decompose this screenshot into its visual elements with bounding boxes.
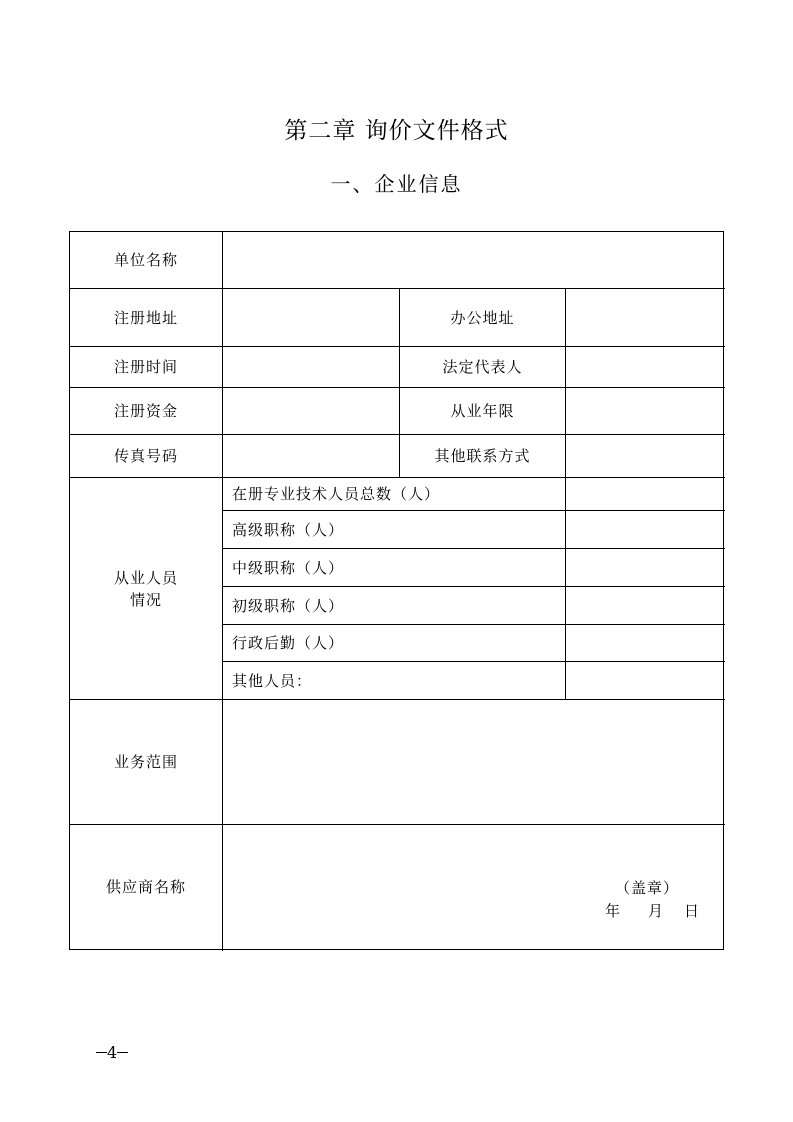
enterprise-info-form <box>69 231 724 950</box>
page-number <box>96 1043 128 1062</box>
office-address-field[interactable] <box>566 289 725 346</box>
fax-label: 传真号码 <box>113 447 178 465</box>
staff-row-field[interactable] <box>566 625 725 661</box>
unit-name-field[interactable] <box>223 232 725 288</box>
reg-address-label: 注册地址 <box>113 308 178 327</box>
staff-row-field[interactable] <box>566 511 725 548</box>
staff-label <box>70 478 222 699</box>
years-field[interactable] <box>566 388 725 434</box>
other-contact-field[interactable] <box>566 435 725 477</box>
business-scope-label: 业务范围 <box>113 753 178 771</box>
staff-row-field[interactable] <box>566 549 725 586</box>
staff-row-label: 其他人员： <box>232 671 313 690</box>
page-dash-right <box>117 1052 128 1053</box>
reg-address-field[interactable] <box>223 289 399 346</box>
years-label: 从业年限 <box>450 402 515 420</box>
business-scope-field[interactable] <box>223 700 725 824</box>
staff-row-label: 行政后勤（人） <box>232 634 345 652</box>
supplier-name-label: 供应商名称 <box>105 878 186 896</box>
staff-row-field[interactable] <box>566 587 725 624</box>
staff-row-label: 在册专业技术人员总数（人） <box>232 485 441 503</box>
office-address-label: 办公地址 <box>450 308 515 327</box>
reg-time-field[interactable] <box>223 347 399 387</box>
staff-row-label: 初级职称（人） <box>232 596 345 615</box>
reg-capital-label: 注册资金 <box>113 402 178 420</box>
date-year: 年 <box>605 902 622 920</box>
date-day: 日 <box>684 902 701 920</box>
legal-rep-field[interactable] <box>566 347 725 387</box>
other-contact-label: 其他联系方式 <box>434 447 531 465</box>
seal-text: （盖章） <box>615 879 680 897</box>
staff-row-label: 高级职称（人） <box>232 520 345 539</box>
reg-capital-field[interactable] <box>223 388 399 434</box>
staff-label-line2: 情况 <box>129 590 162 609</box>
unit-name-label: 单位名称 <box>113 251 178 269</box>
staff-label-line1: 从业人员 <box>113 568 178 587</box>
page-number-value: 4 <box>107 1043 118 1062</box>
staff-row-label: 中级职称（人） <box>232 558 345 577</box>
staff-row-field[interactable] <box>566 662 725 699</box>
chapter-title: 第二章 询价文件格式 <box>284 118 509 144</box>
reg-time-label: 注册时间 <box>113 358 178 376</box>
fax-field[interactable] <box>223 435 399 477</box>
section-title: 一、企业信息 <box>330 172 463 196</box>
staff-row-field[interactable] <box>566 478 725 510</box>
page-dash-left <box>96 1052 107 1053</box>
date-month: 月 <box>648 902 665 920</box>
legal-rep-label: 法定代表人 <box>442 358 523 376</box>
